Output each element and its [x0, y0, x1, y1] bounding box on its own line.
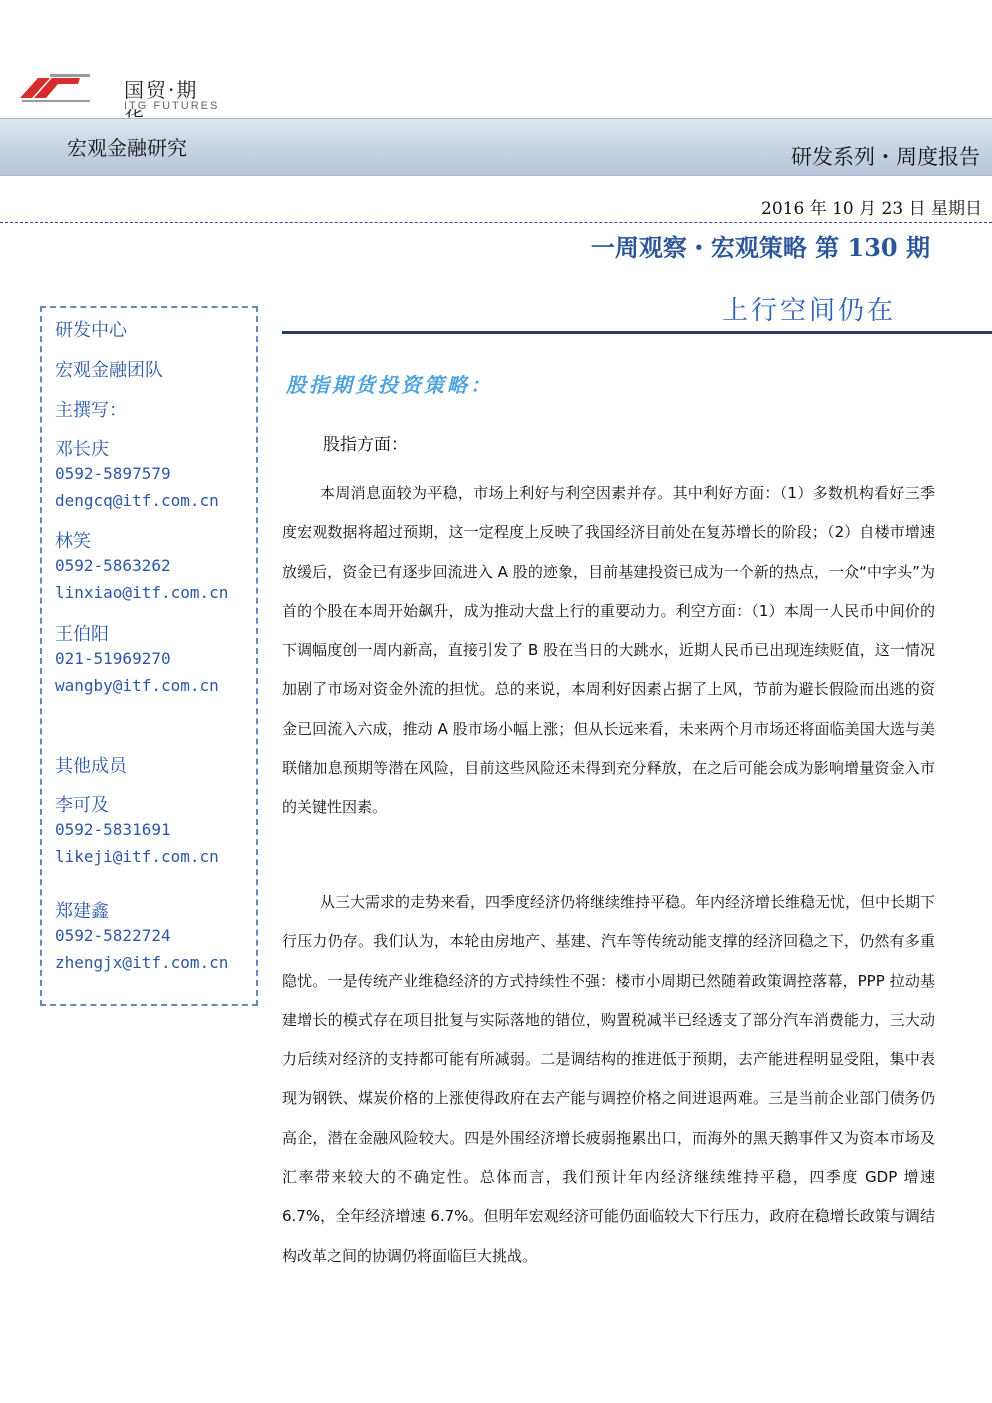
author-phone: 0592-5863262 — [55, 556, 171, 575]
member-phone: 0592-5831691 — [55, 820, 171, 839]
author-name: 林笑 — [55, 531, 91, 552]
author-phone: 0592-5897579 — [55, 464, 171, 483]
member-name: 郑建鑫 — [55, 901, 109, 922]
report-headline: 上行空间仍在 — [721, 296, 896, 326]
author-name: 邓长庆 — [55, 439, 109, 460]
dashed-divider — [0, 222, 992, 223]
author-phone: 021-51969270 — [55, 649, 171, 668]
sidebar-lead-label: 主撰写： — [55, 400, 127, 421]
sidebar-team: 宏观金融团队 — [55, 360, 163, 381]
company-logo — [20, 70, 220, 115]
section-title: 股指期货投资策略： — [286, 373, 493, 397]
header-category: 宏观金融研究 — [67, 136, 187, 160]
member-email[interactable]: likeji@itf.com.cn — [55, 847, 219, 866]
member-name: 李可及 — [55, 795, 109, 816]
itg-logo-mark — [20, 72, 92, 110]
header-series: 研发系列・周度报告 — [791, 145, 980, 169]
header-band — [0, 118, 992, 176]
subsection-heading: 股指方面： — [323, 435, 408, 455]
headline-rule — [282, 331, 992, 334]
logo-english-name: ITG FUTURES — [124, 100, 220, 112]
body-paragraph: 从三大需求的走势来看，四季度经济仍将继续维持平稳。年内经济增长维稳无忧，但中长期下行压力仍存。我们认为，本轮由房地产、基建、汽车等传统动能支撑的经济回稳之下，仍然有多重隐忧。一是传统产业维稳经济的方式持续性不强：楼市小周期已然随着政策调控落幕，PPP 拉动基建增长的模式存在项目批复与实际落地的错位，购置税减半已经透支了部分汽车消费能力，三大动力后续对经济的支持都可能有所减弱。二是调结构的推进低于预期，去产能进程明显受阻，集中表现为钢铁、煤炭价格的上涨使得政府在去产能与调控价格之间进退两难。三是当前企业部门债务仍高企，潜在金融风险较大。四是外围经济增长疲弱拖累出口，而海外的黑天鹅事件又为资本市场及汇率带来较大的不确定性。总体而言，我们预计年内经济继续维持平稳，四季度 GDP 增速 6.7%，全年经济增速 6.7%。但明年宏观经济可能仍面临较大下行压力，政府在稳增长政策与调结构改革之间的协调仍将面临巨大挑战。 — [282, 893, 936, 1265]
report-date: 2016 年 10 月 23 日 星期日 — [761, 199, 982, 219]
member-email[interactable]: zhengjx@itf.com.cn — [55, 953, 229, 972]
contact-sidebar — [40, 306, 258, 1006]
body-paragraph: 本周消息面较为平稳，市场上利好与利空因素并存。其中利好方面：（1）多数机构看好三季度宏观数据将超过预期，这一定程度上反映了我国经济目前处在复苏增长的阶段；（2）自楼市增速放缓后，资金已有逐步回流进入 A 股的迹象，目前基建投资已成为一个新的热点，一众“中字头”为首的个股在本周开始飙升，成为推动大盘上行的重要动力。利空方面：（1）本周一人民币中间价的下调幅度创一周内新高，直接引发了 B 股在当日的大跳水，近期人民币已出现连续贬值，这一情况加剧了市场对资金外流的担忧。总的来说，本周利好因素占据了上风，节前为避长假险而出逃的资金已回流入六成，推动 A 股市场小幅上涨；但从长远来看，未来两个月市场还将面临美国大选与美联储加息预期等潜在风险，目前这些风险还未得到充分释放，在之后可能会成为影响增量资金入市的关键性因素。 — [282, 484, 935, 817]
author-email[interactable]: dengcq@itf.com.cn — [55, 491, 219, 510]
sidebar-others-label: 其他成员 — [55, 756, 127, 777]
sidebar-center: 研发中心 — [55, 320, 127, 341]
issue-title: 一周观察・宏观策略 第 130 期 — [590, 233, 930, 262]
author-email[interactable]: wangby@itf.com.cn — [55, 676, 219, 695]
logo-chinese-name: 国贸·期 — [124, 78, 199, 102]
author-name: 王伯阳 — [55, 624, 109, 645]
logo-mark-text: ITG — [54, 88, 73, 100]
author-email[interactable]: linxiao@itf.com.cn — [55, 583, 229, 602]
member-phone: 0592-5822724 — [55, 926, 171, 945]
